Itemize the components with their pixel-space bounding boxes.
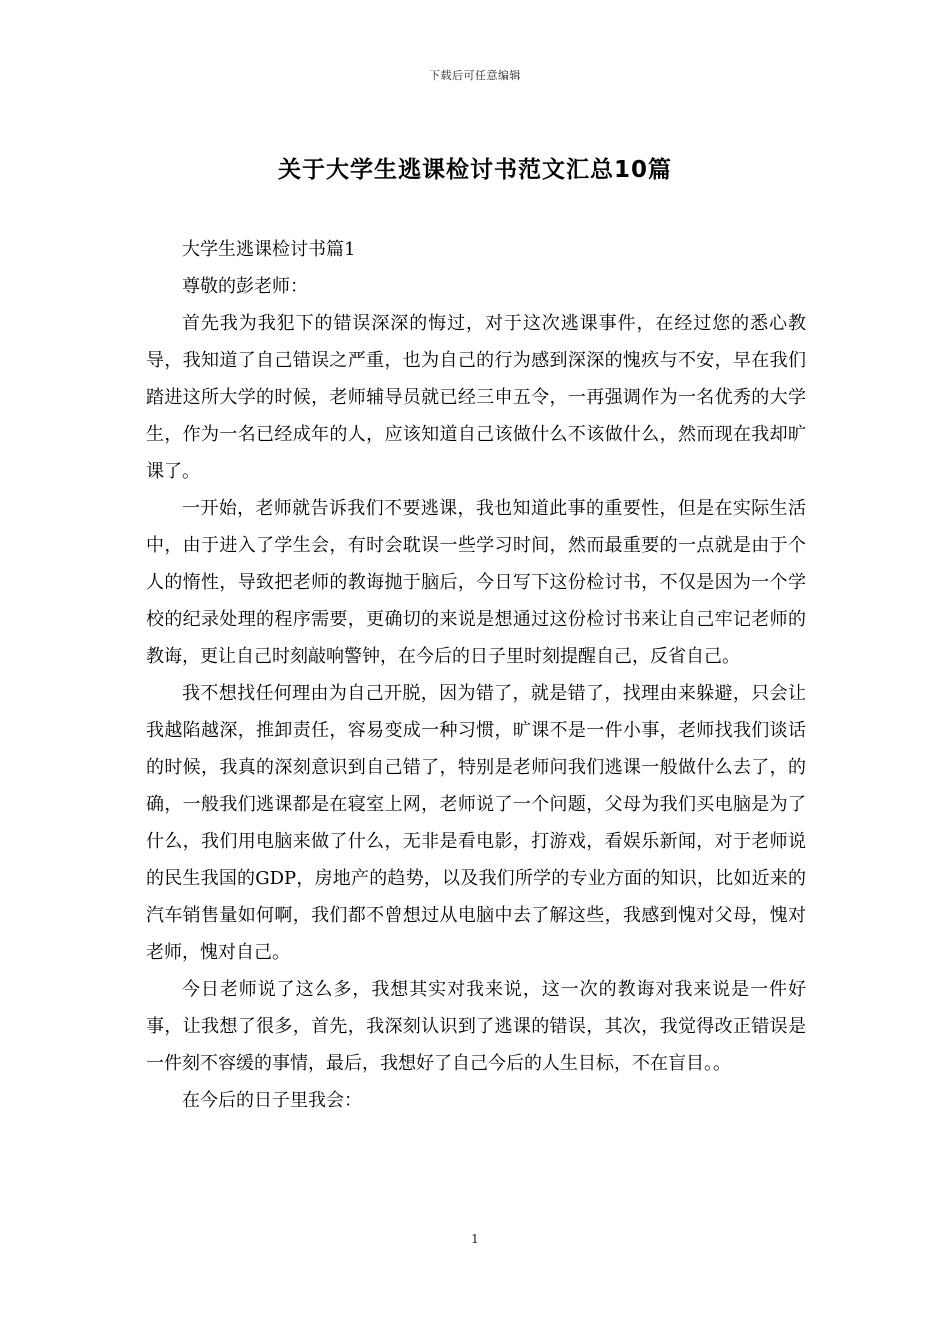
body-paragraph: 今日老师说了这么多，我想其实对我来说，这一次的教诲对我来说是一件好事，让我想了很多，首先，我深刻认识到了逃课的错误，其次，我觉得改正错误是一件刻不容缓的事情，最后，我想好了自己今后的人生目标，不在盲目。。: [146, 979, 806, 1074]
salutation: 尊敬的彭老师：: [182, 276, 308, 297]
body-paragraph: 在今后的日子里我会：: [182, 1090, 362, 1111]
header-note: 下载后可任意编辑: [429, 69, 521, 82]
page-number: 1: [471, 1232, 479, 1246]
document-body: [146, 231, 806, 1119]
body-paragraph: 我不想找任何理由为自己开脱，因为错了，就是错了，找理由来躲避，只会让我越陷越深，推卸责任，容易变成一种习惯，旷课不是一件小事，老师找我们谈话的时候，我真的深刻意识到自己错了，特别是老师问我们逃课一般做什么去了，的确，一般我们逃课都是在寝室上网，老师说了一个问题，父母为我们买电脑是为了什么，我们用电脑来做了什么，无非是看电影，打游戏，看娱乐新闻，对于老师说的民生我国的GDP，房地产的趋势，以及我们所学的专业方面的知识，比如近来的汽车销售量如何啊，我们都不曾想过从电脑中去了解这些，我感到愧对父母，愧对老师，愧对自己。: [146, 683, 806, 963]
section-heading: 大学生逃课检讨书篇1: [182, 239, 356, 260]
document-title: 关于大学生逃课检讨书范文汇总10篇: [277, 157, 672, 183]
body-paragraph: 首先我为我犯下的错误深深的悔过，对于这次逃课事件，在经过您的悉心教导，我知道了自己错误之严重，也为自己的行为感到深深的愧疚与不安，早在我们踏进这所大学的时候，老师辅导员就已经三申五令，一再强调作为一名优秀的大学生，作为一名已经成年的人，应该知道自己该做什么不该做什么，然而现在我却旷课了。: [146, 313, 806, 482]
body-paragraph: 一开始，老师就告诉我们不要逃课，我也知道此事的重要性，但是在实际生活中，由于进入了学生会，有时会耽误一些学习时间，然而最重要的一点就是由于个人的惰性，导致把老师的教诲抛于脑后，今日写下这份检讨书，不仅是因为一个学校的纪录处理的程序需要，更确切的来说是想通过这份检讨书来让自己牢记老师的教诲，更让自己时刻敲响警钟，在今后的日子里时刻提醒自己，反省自己。: [146, 498, 806, 667]
